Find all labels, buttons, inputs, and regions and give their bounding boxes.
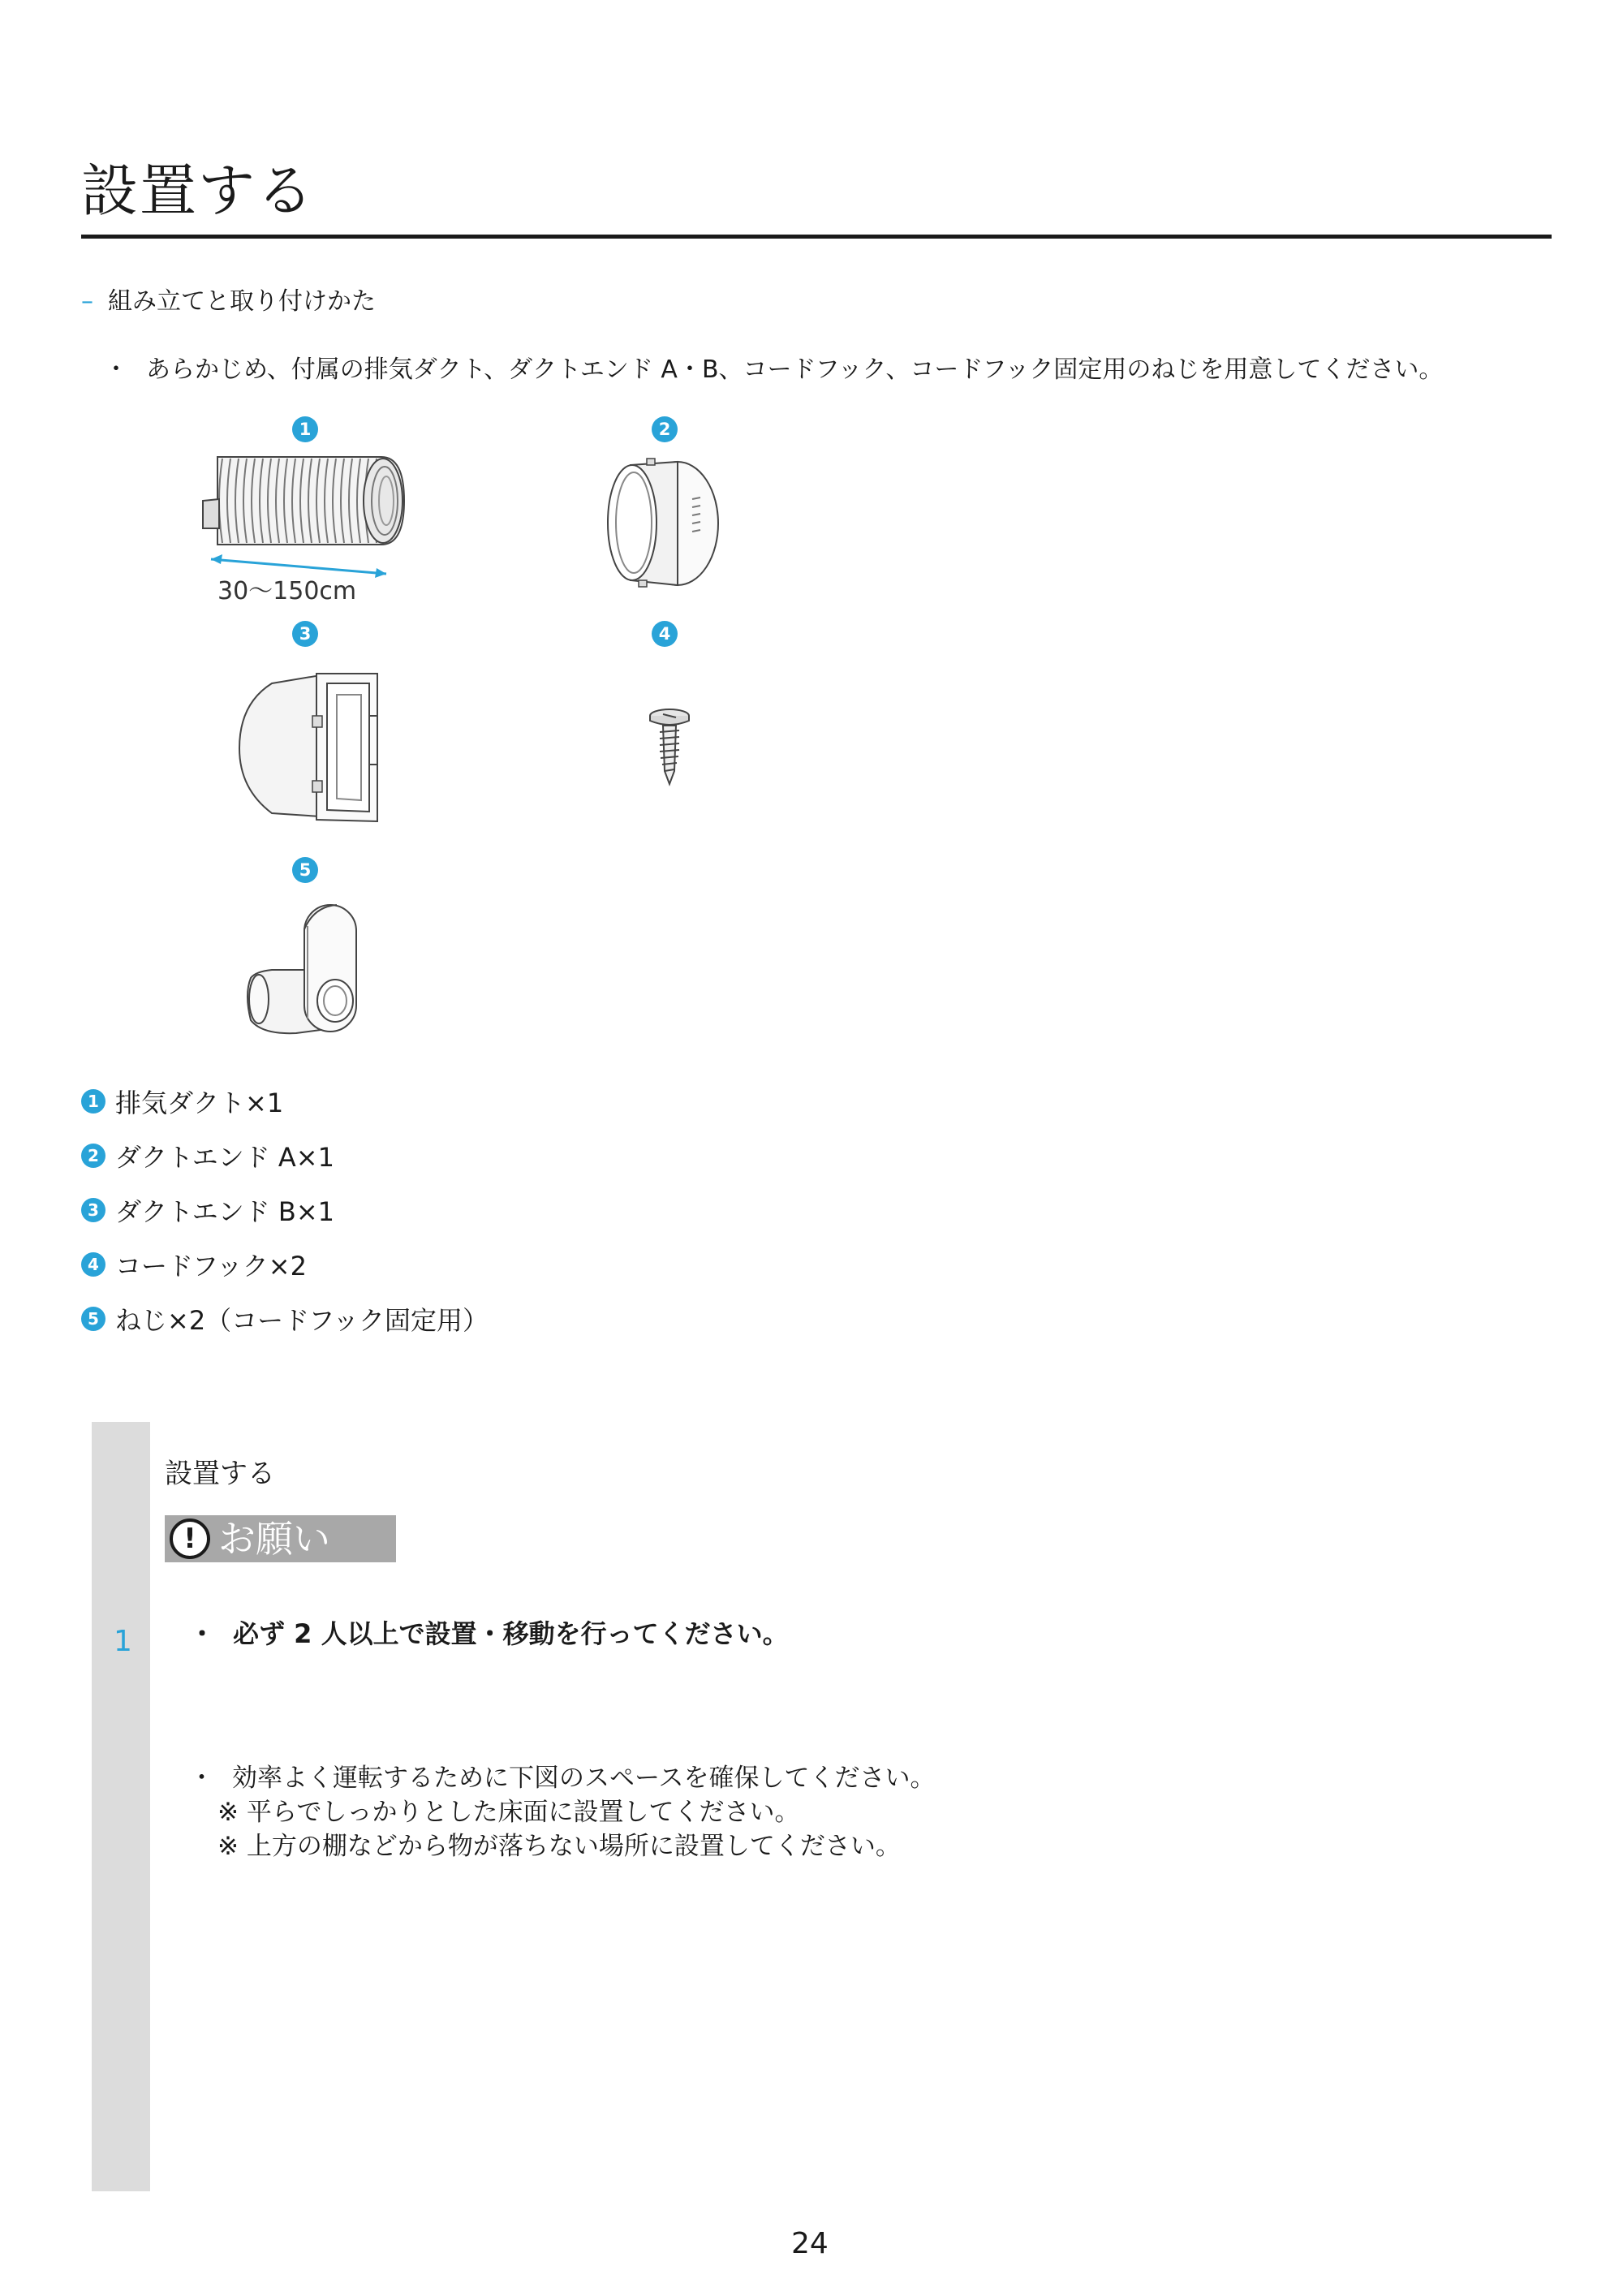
section-dash: –	[81, 287, 93, 316]
bullet: ・	[189, 1618, 216, 1649]
part-number-badge: 2	[81, 1144, 105, 1168]
duct-end-a-illustration	[596, 450, 726, 597]
figure-badge-3: 3	[292, 621, 318, 647]
part-number-badge: 4	[81, 1252, 105, 1277]
page-number: 24	[791, 2227, 829, 2260]
list-item	[81, 1083, 283, 1120]
part-label: ダクトエンド A×1	[115, 1142, 334, 1173]
info-subnote: ※ 上方の棚などから物が落ちない場所に設置してください。	[217, 1832, 901, 1861]
exclamation-icon: !	[170, 1518, 210, 1559]
part-label: 排気ダクト×1	[115, 1088, 284, 1118]
notice-label	[165, 1515, 396, 1562]
duct-length-label: 30～150cm	[217, 577, 357, 605]
info-note	[189, 1757, 935, 1794]
bullet: ・	[189, 1764, 214, 1793]
section-heading	[81, 281, 376, 317]
figure-badge-2: 2	[652, 416, 678, 442]
section-heading-text: 組み立てと取り付けかた	[108, 287, 376, 316]
notice-text: お願い	[218, 1517, 330, 1561]
screw-illustration	[645, 706, 694, 787]
intro-text: あらかじめ、付属の排気ダクト、ダクトエンド A・B、コードフック、コードフック固定用のねじを用意してください。	[146, 355, 1444, 384]
step-title: 設置する	[165, 1458, 275, 1490]
cord-hook-illustration	[239, 897, 377, 1039]
warning-text: 必ず 2 人以上で設置・移動を行ってください。	[233, 1618, 789, 1649]
list-item	[81, 1137, 334, 1174]
part-label: ダクトエンド B×1	[115, 1196, 335, 1227]
step-number: 1	[114, 1625, 132, 1658]
list-item	[81, 1300, 489, 1338]
info-text: 効率よく運転するために下図のスペースを確保してください。	[232, 1764, 936, 1793]
duct-end-b-illustration	[231, 667, 394, 829]
part-number-badge: 3	[81, 1198, 105, 1222]
info-subnote: ※ 平らでしっかりとした床面に設置してください。	[217, 1798, 800, 1827]
part-number-badge: 1	[81, 1089, 105, 1114]
figure-badge-5: 5	[292, 857, 318, 883]
figure-badge-4: 4	[652, 621, 678, 647]
list-item	[81, 1246, 307, 1283]
part-label: コードフック×2	[115, 1251, 307, 1282]
page-title: 設置する	[81, 157, 315, 224]
exhaust-duct-illustration	[195, 450, 422, 580]
figure-badge-1: 1	[292, 416, 318, 442]
step-sidebar	[92, 1422, 150, 2191]
intro-paragraph	[104, 349, 1443, 385]
title-rule	[81, 235, 1552, 239]
list-item	[81, 1191, 334, 1229]
warning-note	[189, 1613, 789, 1651]
bullet: ・	[104, 355, 128, 384]
part-label: ねじ×2（コードフック固定用）	[115, 1305, 489, 1336]
part-number-badge: 5	[81, 1307, 105, 1331]
